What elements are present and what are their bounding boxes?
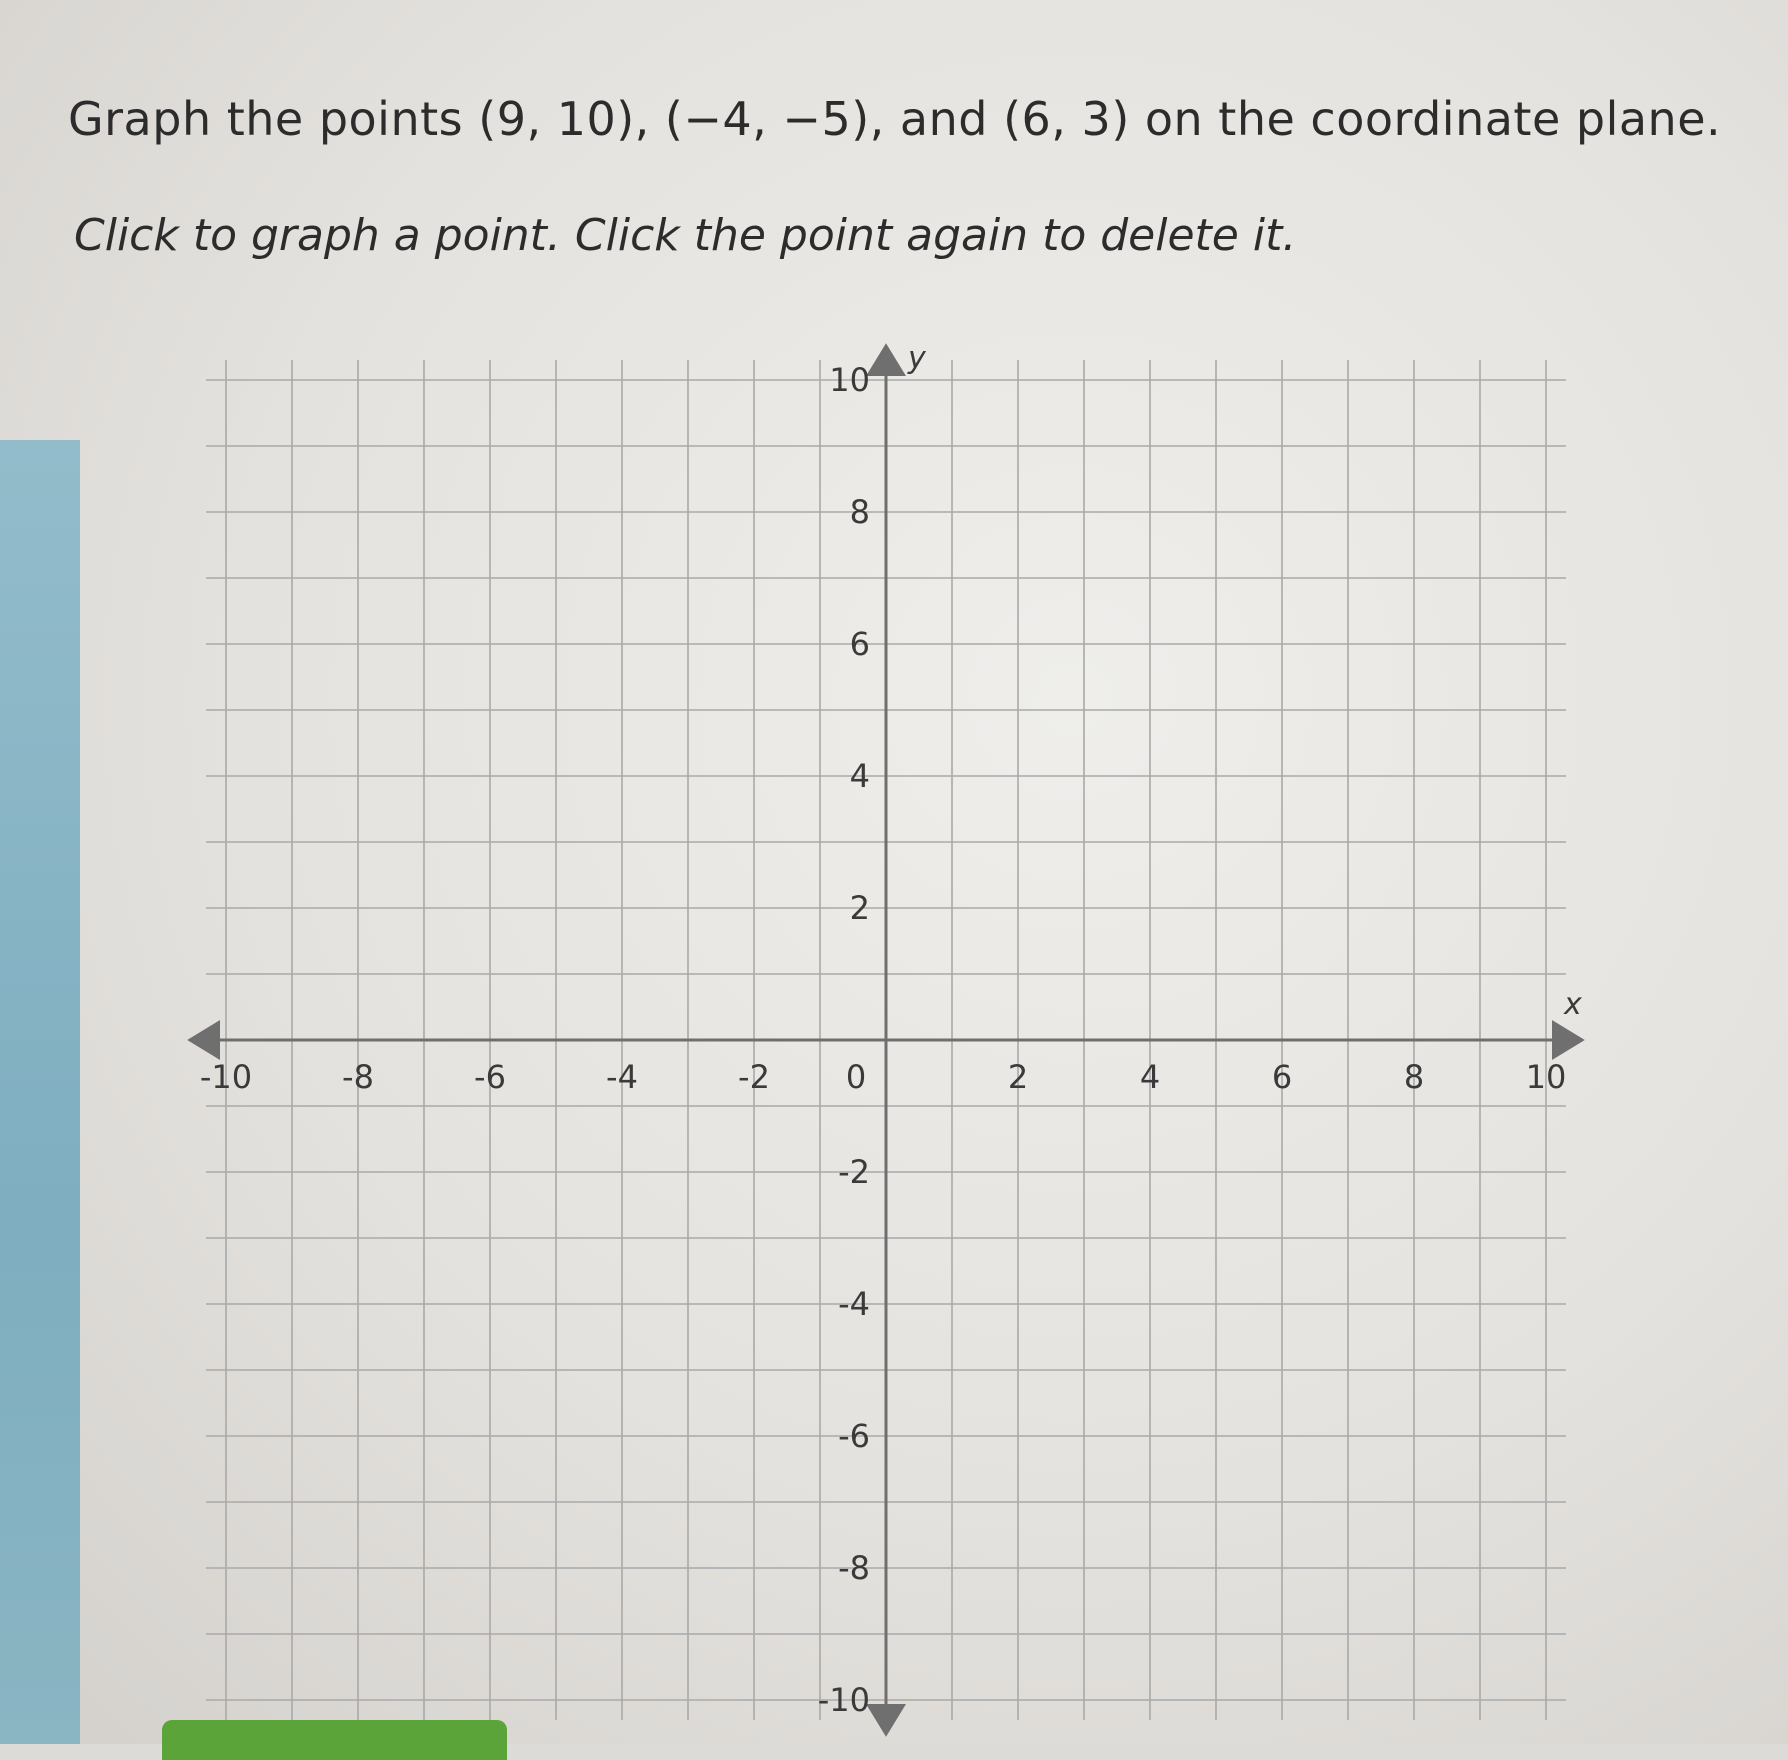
x-tick-label: 4 bbox=[1139, 1058, 1161, 1096]
x-tick-label: 2 bbox=[1007, 1058, 1029, 1096]
x-tick-label: 10 bbox=[1525, 1058, 1567, 1096]
x-tick-label: -6 bbox=[474, 1058, 506, 1096]
instructions-text: Click to graph a point. Click the point again to delete it. bbox=[74, 210, 1297, 261]
y-tick-label: 6 bbox=[849, 625, 870, 663]
x-tick-label: -8 bbox=[342, 1058, 374, 1096]
question-text bbox=[68, 92, 1721, 146]
x-axis-arrow-left-icon bbox=[187, 1020, 220, 1060]
x-tick-label: 8 bbox=[1403, 1058, 1425, 1096]
check-answer-button[interactable] bbox=[162, 1720, 507, 1760]
x-axis-label: x bbox=[1564, 987, 1582, 1022]
x-tick-label: -4 bbox=[606, 1058, 638, 1096]
y-tick-label: 10 bbox=[829, 361, 870, 399]
x-tick-label: -10 bbox=[199, 1058, 253, 1096]
question-points: (9, 10), (−4, −5), and (6, 3) bbox=[478, 92, 1130, 146]
y-axis-label: y bbox=[908, 341, 926, 376]
y-tick-label: -6 bbox=[838, 1417, 870, 1455]
question-suffix: on the coordinate plane. bbox=[1129, 92, 1722, 146]
y-tick-label: 8 bbox=[849, 493, 870, 531]
question-prefix: Graph the points bbox=[68, 92, 479, 146]
x-tick-label: 6 bbox=[1271, 1058, 1293, 1096]
y-tick-label: -2 bbox=[838, 1153, 870, 1191]
x-tick-label: 0 bbox=[845, 1058, 867, 1096]
left-sidebar-strip bbox=[0, 440, 80, 1744]
axes bbox=[187, 341, 1585, 1737]
y-tick-label: 2 bbox=[849, 889, 870, 927]
y-tick-label: 4 bbox=[849, 757, 870, 795]
y-axis-arrow-up-icon bbox=[866, 343, 906, 376]
x-axis-arrow-right-icon bbox=[1552, 1020, 1585, 1060]
y-tick-label: -10 bbox=[817, 1681, 870, 1719]
coordinate-plane[interactable] bbox=[170, 320, 1610, 1719]
x-tick-label: -2 bbox=[738, 1058, 770, 1096]
y-tick-label: -4 bbox=[838, 1285, 870, 1323]
y-tick-label: -8 bbox=[838, 1549, 870, 1587]
